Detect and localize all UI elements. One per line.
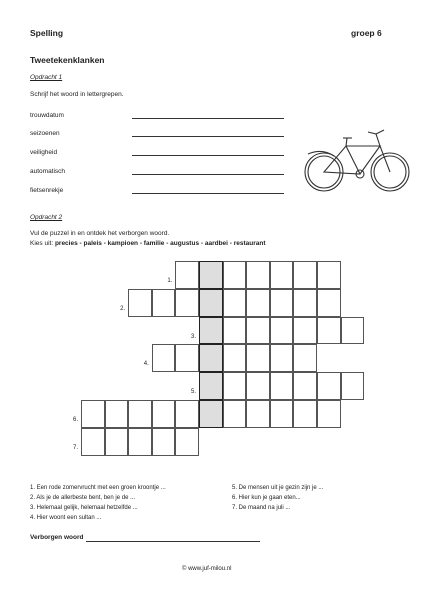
crossword-cell[interactable]	[175, 344, 199, 372]
page-title: Tweetekenklanken	[30, 55, 105, 65]
crossword-cell[interactable]	[246, 317, 270, 345]
hidden-word-label: Verborgen woord	[30, 534, 84, 541]
exercise2-instruction: Vul de puzzel in en ontdek het verborgen woord.	[30, 230, 170, 237]
clue-6: 6. Hier kun je gaan eten...	[232, 495, 301, 501]
crossword-cell[interactable]	[270, 289, 294, 317]
row-number: 1.	[167, 278, 173, 284]
crossword-cell[interactable]	[270, 372, 294, 400]
answer-line-3[interactable]	[132, 155, 284, 156]
exercise1-instruction: Schrijf het woord in lettergrepen.	[30, 91, 124, 98]
clue-1: 1. Een rode zomervrucht met een groen kroontje ...	[30, 485, 166, 491]
crossword-cell[interactable]	[317, 289, 341, 317]
crossword-cell[interactable]	[223, 372, 247, 400]
word-2: seizoenen	[30, 130, 60, 137]
hidden-word-cell[interactable]	[199, 317, 223, 345]
answer-line-5[interactable]	[132, 193, 284, 194]
crossword-cell[interactable]	[293, 400, 317, 428]
crossword-cell[interactable]	[152, 400, 176, 428]
crossword-cell[interactable]	[317, 372, 341, 400]
row-number: 7.	[72, 444, 78, 451]
crossword-cell[interactable]	[81, 428, 105, 456]
hidden-word-cell[interactable]	[199, 289, 223, 317]
answer-line-4[interactable]	[132, 174, 284, 175]
crossword-cell[interactable]	[175, 428, 199, 456]
crossword-cell[interactable]	[175, 289, 199, 317]
crossword-cell[interactable]	[317, 400, 341, 428]
crossword-cell[interactable]	[175, 400, 199, 428]
crossword-cell[interactable]	[223, 317, 247, 345]
clue-3: 3. Helemaal gelijk, helemaal hetzelfde ...	[30, 505, 138, 511]
word-5: fietsenrekje	[30, 187, 64, 194]
choice-list: precies - paleis - kampioen - familie - augustus - aardbei - restaurant	[54, 240, 266, 247]
crossword-cell[interactable]	[270, 344, 294, 372]
exercise2-label: Opdracht 2	[30, 214, 63, 221]
crossword-cell[interactable]	[223, 261, 247, 289]
crossword-cell[interactable]	[293, 261, 317, 289]
crossword-cell[interactable]	[270, 261, 294, 289]
clue-7: 7. De maand na juli ...	[232, 505, 291, 511]
exercise1-label: Opdracht 1	[30, 74, 63, 81]
subject-label: Spelling	[30, 28, 64, 38]
crossword-cell[interactable]	[128, 400, 152, 428]
clue-4: 4. Hier woont een sultan ...	[30, 515, 102, 521]
hidden-word-cell[interactable]	[199, 344, 223, 372]
row-number: 6.	[72, 417, 78, 423]
crossword-cell[interactable]	[246, 400, 270, 428]
crossword-cell[interactable]	[81, 400, 105, 428]
row-number: 5.	[190, 389, 196, 396]
crossword-cell[interactable]	[223, 344, 247, 372]
hidden-word-line[interactable]	[86, 541, 260, 542]
crossword-cell[interactable]	[223, 400, 247, 428]
choose-prefix: Kies uit:	[30, 240, 54, 247]
crossword-cell[interactable]	[128, 289, 152, 317]
crossword-cell[interactable]	[270, 400, 294, 428]
clue-5: 5. De mensen uit je gezin zijn je ...	[232, 485, 324, 491]
bicycle-icon	[302, 122, 414, 196]
crossword-cell[interactable]	[246, 372, 270, 400]
crossword-cell[interactable]	[246, 261, 270, 289]
crossword-cell[interactable]	[152, 344, 176, 372]
crossword-cell[interactable]	[105, 400, 129, 428]
row-number: 4.	[143, 361, 149, 368]
footer-copyright: © www.juf-milou.nl	[182, 566, 232, 572]
crossword-cell[interactable]	[293, 344, 317, 372]
row-number: 3.	[190, 333, 196, 340]
crossword-cell[interactable]	[293, 317, 317, 345]
answer-line-2[interactable]	[132, 136, 284, 137]
group-label: groep 6	[351, 28, 382, 38]
crossword-cell[interactable]	[223, 289, 247, 317]
hidden-word-cell[interactable]	[199, 372, 223, 400]
crossword-cell[interactable]	[341, 372, 365, 400]
crossword-cell[interactable]	[293, 289, 317, 317]
crossword-cell[interactable]	[317, 317, 341, 345]
row-number: 2.	[120, 305, 126, 312]
crossword-cell[interactable]	[152, 428, 176, 456]
clue-2: 2. Als je de allerbeste bent, ben je de ...	[30, 495, 136, 501]
crossword-cell[interactable]	[152, 289, 176, 317]
crossword-cell[interactable]	[175, 261, 199, 289]
hidden-word-cell[interactable]	[199, 261, 223, 289]
crossword-cell[interactable]	[105, 428, 129, 456]
word-1: trouwdatum	[30, 112, 64, 119]
crossword-cell[interactable]	[341, 317, 365, 345]
word-4: automatisch	[30, 168, 66, 175]
crossword-cell[interactable]	[128, 428, 152, 456]
hidden-word-cell[interactable]	[199, 400, 223, 428]
crossword-cell[interactable]	[246, 289, 270, 317]
crossword-cell[interactable]	[317, 261, 341, 289]
answer-line-1[interactable]	[132, 118, 284, 119]
word-choices	[30, 240, 266, 247]
crossword-cell[interactable]	[246, 344, 270, 372]
crossword-cell[interactable]	[293, 372, 317, 400]
word-3: veiligheid	[30, 149, 58, 156]
crossword-cell[interactable]	[270, 317, 294, 345]
